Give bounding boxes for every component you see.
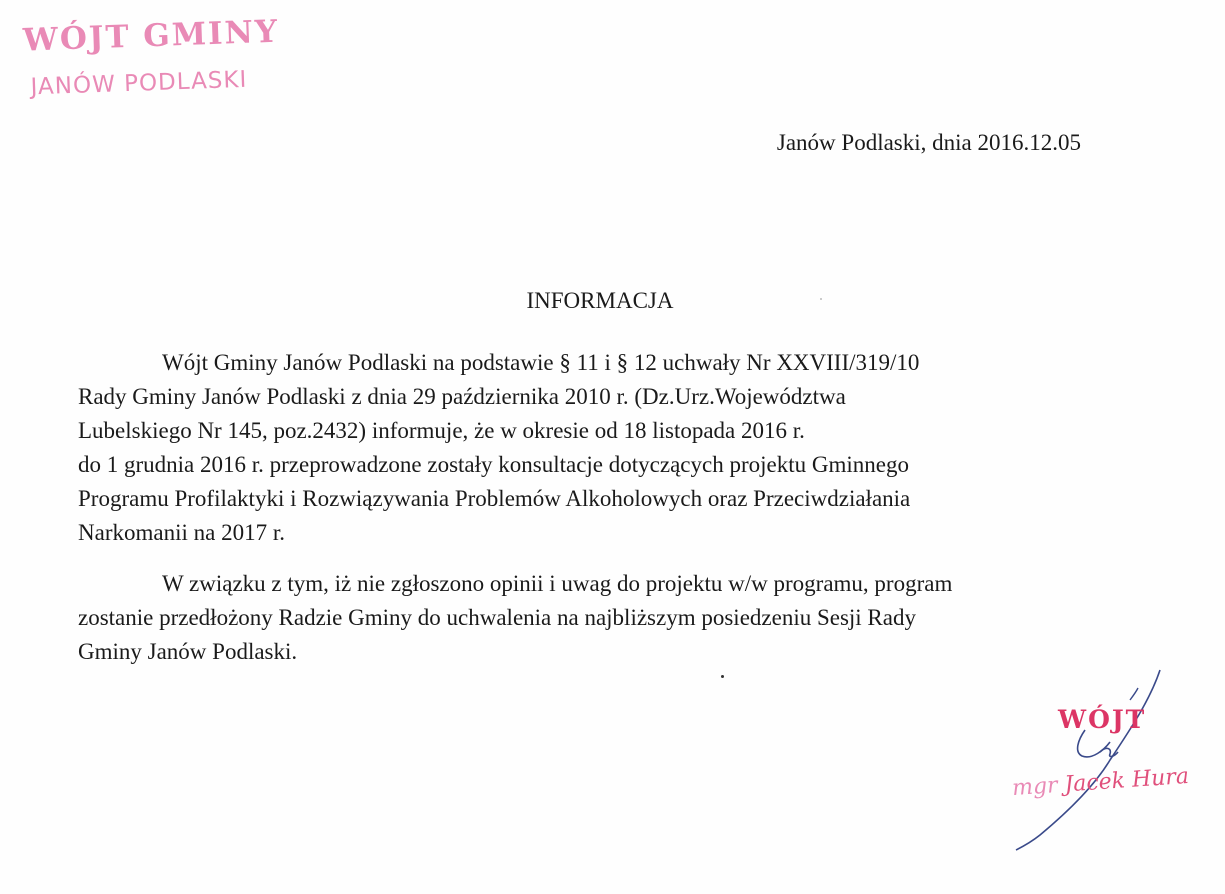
signature-title: WÓJT	[1058, 705, 1147, 734]
stamp-line-1: WÓJT GMINY	[22, 13, 280, 59]
paragraph-line: Wójt Gminy Janów Podlaski na podstawie § 11 i § 12 uchwały Nr XXVIII/319/10	[162, 350, 920, 375]
paragraph-line: zostanie przedłożony Radzie Gminy do uchwalenia na najbliższym posiedzeniu Sesji Rady	[78, 605, 916, 630]
document-heading: INFORMACJA	[526, 288, 674, 313]
paragraph-line: Rady Gminy Janów Podlaski z dnia 29 października 2010 r. (Dz.Urz.Województwa	[78, 384, 846, 409]
paragraph-line: Lubelskiego Nr 145, poz.2432) informuje, że w okresie od 18 listopada 2016 r.	[78, 418, 805, 443]
signature-name-prefix: mgr	[1011, 773, 1059, 802]
paragraph-2	[78, 567, 952, 669]
dateline: Janów Podlaski, dnia 2016.12.05	[776, 130, 1081, 155]
paragraph-line: W związku z tym, iż nie zgłoszono opinii i uwag do projektu w/w programu, program	[162, 571, 953, 596]
paper-speck	[721, 675, 724, 678]
paper-speck	[820, 298, 822, 300]
stamp-line-2: JANÓW PODLASKI	[30, 66, 248, 101]
signature-block	[1000, 660, 1220, 860]
paragraph-line: Narkomanii na 2017 r.	[78, 520, 285, 545]
paragraph-line: Gminy Janów Podlaski.	[78, 639, 298, 664]
paragraph-1	[78, 346, 919, 550]
handwritten-signature-icon	[1000, 660, 1220, 860]
paragraph-line: Programu Profilaktyki i Rozwiązywania Problemów Alkoholowych oraz Przeciwdziałania	[78, 486, 911, 511]
signature-name-text: Jacek Hura	[1063, 763, 1190, 798]
office-stamp	[18, 13, 291, 117]
paragraph-line: do 1 grudnia 2016 r. przeprowadzone zostały konsultacje dotyczących projektu Gminnego	[78, 452, 909, 477]
